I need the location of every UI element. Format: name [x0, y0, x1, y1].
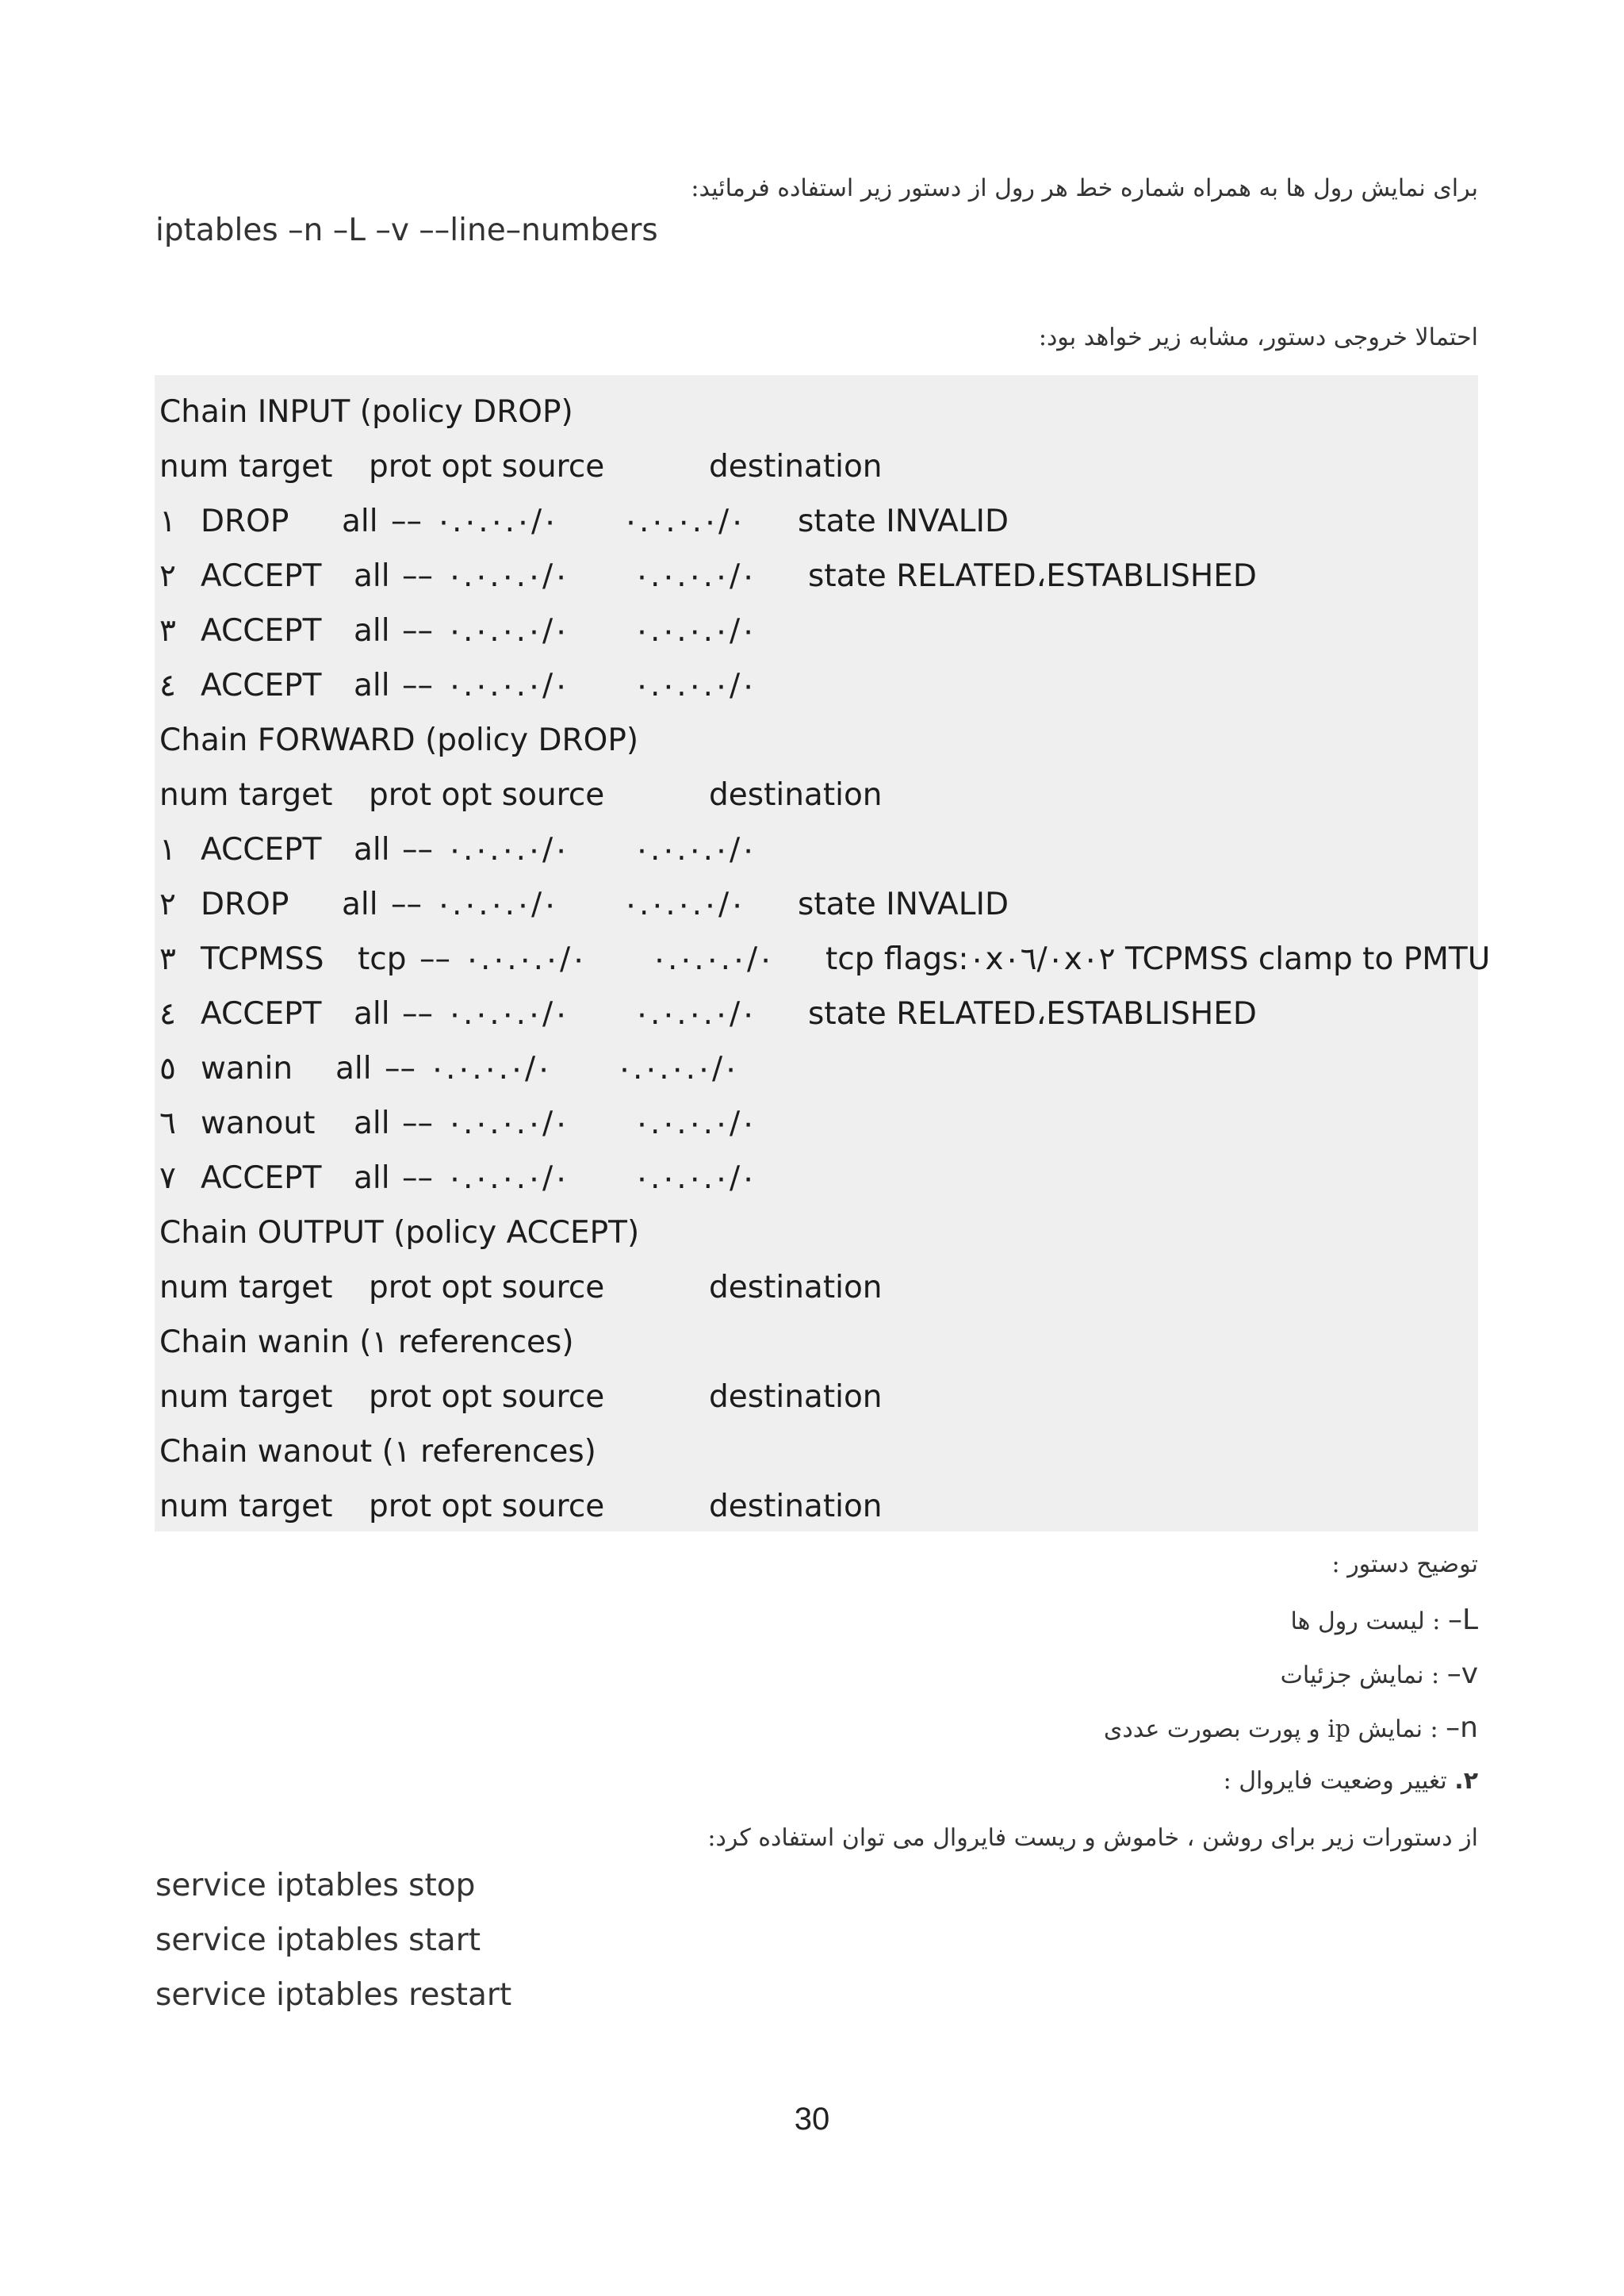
rule-source: ٠.٠.٠.٠/٠: [446, 996, 570, 1032]
rule-opt: ––: [402, 1106, 433, 1141]
section-heading: [154, 1767, 1478, 1795]
rule-num: ٣: [159, 941, 176, 977]
rule-source: ٠.٠.٠.٠/٠: [446, 668, 570, 703]
rule-prot: tcp: [358, 941, 407, 977]
header-prot-opt-source: prot opt source: [369, 1270, 605, 1305]
rule-opt: ––: [391, 887, 422, 922]
header-prot-opt-source: prot opt source: [369, 777, 605, 813]
rule-prot: all: [342, 504, 378, 539]
rule-prot: all: [335, 1051, 372, 1087]
rule-num: ٤: [159, 996, 176, 1032]
section-number: ۲.: [1454, 1767, 1478, 1795]
command-output-block: [155, 375, 1491, 1531]
header-num-target: num target: [159, 449, 333, 485]
flag-label: v–: [1446, 1658, 1478, 1690]
header-destination: destination: [709, 1270, 883, 1305]
section-title: تغییر وضعیت فایروال :: [1223, 1767, 1447, 1795]
rule-prot: all: [354, 1106, 390, 1141]
header-num-target: num target: [159, 1489, 333, 1524]
rule-opt: ––: [402, 558, 433, 594]
header-num-target: num target: [159, 1270, 333, 1305]
rule-num: ١: [159, 504, 176, 539]
chain-title: Chain OUTPUT (policy ACCEPT): [159, 1215, 640, 1251]
header-num-target: num target: [159, 777, 333, 813]
rule-destination: ٠.٠.٠.٠/٠: [634, 1160, 757, 1196]
rule-target: wanout: [201, 1106, 316, 1141]
header-prot-opt-source: prot opt source: [369, 1489, 605, 1524]
explanation-item: [154, 1604, 1478, 1636]
section-description: از دستورات زیر برای روشن ، خاموش و ریست فایروال می توان استفاده کرد:: [707, 1824, 1478, 1852]
rule-prot: all: [354, 996, 390, 1032]
rule-target: DROP: [201, 887, 289, 922]
page-number: 30: [794, 2102, 830, 2137]
flag-description: : نمایش جزئیات: [1280, 1662, 1440, 1689]
explanation-item: [154, 1711, 1478, 1744]
rule-opt: ––: [419, 941, 450, 977]
rule-source: ٠.٠.٠.٠/٠: [435, 504, 559, 539]
rule-opt: ––: [402, 1160, 433, 1196]
rule-source: ٠.٠.٠.٠/٠: [446, 613, 570, 649]
rule-opt: ––: [402, 668, 433, 703]
rule-target: ACCEPT: [201, 613, 322, 649]
service-start-command: service iptables start: [155, 1922, 481, 1958]
rule-extra: tcp flags:٠x٠٦/٠x٠٢ TCPMSS clamp to PMTU: [825, 941, 1491, 977]
rule-target: ACCEPT: [201, 1160, 322, 1196]
flag-description: : نمایش ip و پورت بصورت عددی: [1103, 1715, 1438, 1743]
rule-destination: ٠.٠.٠.٠/٠: [651, 941, 775, 977]
service-stop-command: service iptables stop: [155, 1868, 476, 1903]
rule-num: ٢: [159, 558, 176, 594]
rule-opt: ––: [402, 832, 433, 868]
chain-title: Chain wanin (١ references): [159, 1324, 574, 1360]
header-destination: destination: [709, 449, 883, 485]
header-destination: destination: [709, 777, 883, 813]
rule-extra: state INVALID: [798, 504, 1009, 539]
header-destination: destination: [709, 1379, 883, 1415]
rule-target: DROP: [201, 504, 289, 539]
flag-label: n–: [1446, 1711, 1478, 1744]
rule-num: ٢: [159, 887, 176, 922]
chain-title: Chain INPUT (policy DROP): [159, 394, 573, 430]
rule-prot: all: [354, 832, 390, 868]
explanation-title: توضیح دستور :: [1331, 1550, 1478, 1578]
rule-extra: state RELATED،ESTABLISHED: [808, 996, 1257, 1032]
rule-destination: ٠.٠.٠.٠/٠: [634, 832, 757, 868]
rule-source: ٠.٠.٠.٠/٠: [464, 941, 588, 977]
rule-target: wanin: [201, 1051, 293, 1087]
rule-destination: ٠.٠.٠.٠/٠: [634, 1106, 757, 1141]
rule-target: ACCEPT: [201, 832, 322, 868]
rule-num: ٣: [159, 613, 176, 649]
rule-num: ١: [159, 832, 176, 868]
rule-extra: state INVALID: [798, 887, 1009, 922]
rule-target: ACCEPT: [201, 668, 322, 703]
rule-opt: ––: [402, 996, 433, 1032]
rule-target: ACCEPT: [201, 996, 322, 1032]
header-destination: destination: [709, 1489, 883, 1524]
rule-destination: ٠.٠.٠.٠/٠: [616, 1051, 740, 1087]
flag-description: : لیست رول ها: [1290, 1608, 1441, 1635]
rule-num: ٥: [159, 1051, 176, 1087]
rule-target: TCPMSS: [201, 941, 324, 977]
rule-opt: ––: [402, 613, 433, 649]
rule-destination: ٠.٠.٠.٠/٠: [634, 613, 757, 649]
rule-prot: all: [354, 668, 390, 703]
service-restart-command: service iptables restart: [155, 1977, 512, 2013]
rule-source: ٠.٠.٠.٠/٠: [435, 887, 559, 922]
intro-rtl-output: احتمالا خروجی دستور، مشابه زیر خواهد بود:: [1038, 324, 1478, 351]
intro-rtl-show-rules: برای نمایش رول ها به همراه شماره خط هر رول از دستور زیر استفاده فرمائید:: [691, 174, 1478, 202]
rule-num: ٧: [159, 1160, 176, 1196]
rule-destination: ٠.٠.٠.٠/٠: [634, 996, 757, 1032]
header-prot-opt-source: prot opt source: [369, 449, 605, 485]
chain-title: Chain FORWARD (policy DROP): [159, 723, 639, 758]
rule-destination: ٠.٠.٠.٠/٠: [622, 887, 746, 922]
rule-source: ٠.٠.٠.٠/٠: [446, 1106, 570, 1141]
rule-source: ٠.٠.٠.٠/٠: [446, 1160, 570, 1196]
iptables-list-command: iptables –n –L –v ––line–numbers: [155, 213, 658, 248]
flag-label: L–: [1447, 1604, 1478, 1636]
rule-num: ٦: [159, 1106, 176, 1141]
rule-extra: state RELATED،ESTABLISHED: [808, 558, 1257, 594]
rule-prot: all: [342, 887, 378, 922]
rule-destination: ٠.٠.٠.٠/٠: [622, 504, 746, 539]
rule-num: ٤: [159, 668, 176, 703]
rule-source: ٠.٠.٠.٠/٠: [446, 832, 570, 868]
rule-prot: all: [354, 1160, 390, 1196]
explanation-item: [154, 1658, 1478, 1690]
rule-prot: all: [354, 558, 390, 594]
rule-opt: ––: [391, 504, 422, 539]
header-prot-opt-source: prot opt source: [369, 1379, 605, 1415]
rule-destination: ٠.٠.٠.٠/٠: [634, 558, 757, 594]
chain-title: Chain wanout (١ references): [159, 1434, 596, 1470]
rule-target: ACCEPT: [201, 558, 322, 594]
rule-prot: all: [354, 613, 390, 649]
header-num-target: num target: [159, 1379, 333, 1415]
rule-source: ٠.٠.٠.٠/٠: [446, 558, 570, 594]
rule-opt: ––: [385, 1051, 416, 1087]
rule-source: ٠.٠.٠.٠/٠: [429, 1051, 553, 1087]
rule-destination: ٠.٠.٠.٠/٠: [634, 668, 757, 703]
